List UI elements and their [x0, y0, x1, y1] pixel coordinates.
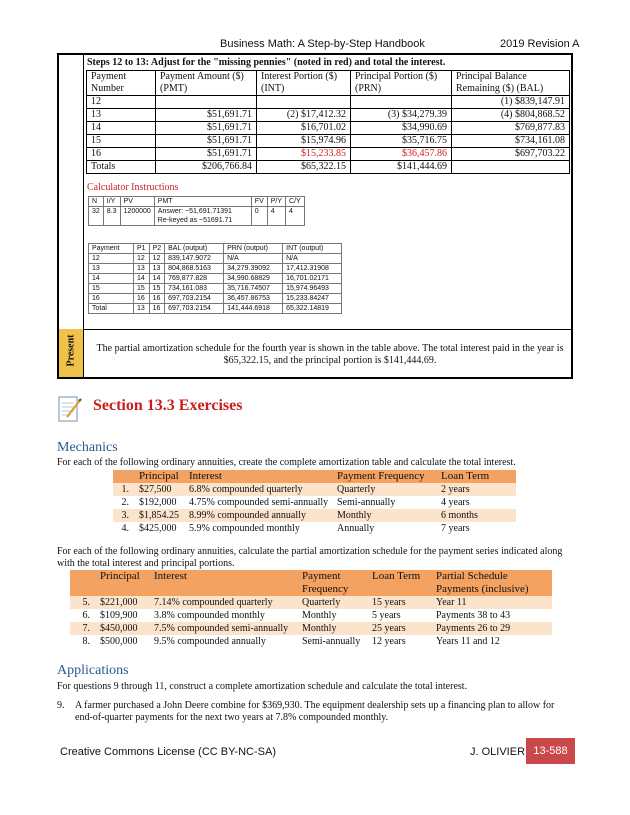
table-cell: (4) $804,868.52: [452, 109, 570, 122]
table-cell: $141,444.69: [351, 161, 452, 174]
table-cell: $109,900: [96, 609, 150, 622]
table-row: [87, 122, 570, 135]
table-cell: 15,974.96493: [283, 284, 342, 294]
col-header-3b: (INT): [261, 83, 285, 94]
table-cell: $734,161.08: [452, 135, 570, 148]
calculator-amortization-table: [88, 243, 342, 314]
table-cell: Semi-annually: [298, 635, 368, 648]
amortization-schedule: [86, 70, 570, 174]
table-cell: (3) $34,279.39: [351, 109, 452, 122]
table-cell: FV: [251, 197, 267, 207]
table-row: [89, 294, 342, 304]
question-9-line1: A farmer purchased a John Deere combine for $369,930. The equipment dealership sets up a financing plan to allow for: [75, 700, 555, 711]
table-row: [113, 496, 516, 509]
page-number-badge: 13-588: [526, 738, 575, 764]
table-cell: 7.14% compounded quarterly: [150, 596, 298, 609]
table-cell: 12: [87, 96, 156, 109]
table-cell: 2.: [113, 496, 135, 509]
table-cell: 16: [134, 294, 150, 304]
table-cell: 839,147.9072: [165, 254, 224, 264]
table-cell: 12: [89, 254, 134, 264]
table-cell: $65,322.15: [257, 161, 351, 174]
table-cell: 0: [251, 207, 267, 226]
question-9-number: 9.: [57, 700, 65, 711]
table-cell: 6.8% compounded quarterly: [185, 483, 333, 496]
header-principal: Principal: [100, 570, 140, 582]
table-cell: $51,691.71: [156, 148, 257, 161]
pmt-rekey: Re-keyed as −51691.71: [157, 217, 233, 224]
table-cell: $34,990.69: [351, 122, 452, 135]
exercise-table-2-header: [70, 570, 552, 596]
table-cell: BAL (output): [165, 244, 224, 254]
table-cell: N: [89, 197, 104, 207]
table-row: [70, 596, 552, 609]
table-row: [87, 109, 570, 122]
table-cell: Annually: [333, 522, 437, 535]
calc-input-values: [89, 207, 305, 226]
table-cell: Payment Frequency: [333, 470, 437, 483]
table-cell: $51,691.71: [156, 135, 257, 148]
header-loan-term: Loan Term: [372, 570, 421, 582]
table-cell: 15: [87, 135, 156, 148]
missing-penny-interest: $15,233.85: [257, 148, 351, 161]
table-cell: 16,701.02171: [283, 274, 342, 284]
table-cell: [351, 96, 452, 109]
table-cell: 13: [134, 264, 150, 274]
table-cell: Quarterly: [333, 483, 437, 496]
missing-penny-principal: $36,457.86: [351, 148, 452, 161]
table-cell: 15: [149, 284, 165, 294]
present-label: Present: [65, 334, 77, 367]
table-cell: Total: [89, 304, 134, 314]
table-cell: P1: [134, 244, 150, 254]
table-cell: Monthly: [298, 622, 368, 635]
table-cell: C/Y: [286, 197, 305, 207]
table-row: [87, 96, 570, 109]
calc-amort-header: [89, 244, 342, 254]
table-cell: 14: [87, 122, 156, 135]
table-cell: Principal: [135, 470, 185, 483]
table-cell: 1.: [113, 483, 135, 496]
table-cell: 15,233.84247: [283, 294, 342, 304]
table-row: [87, 148, 570, 161]
table-cell: 14: [89, 274, 134, 284]
table-cell: P/Y: [267, 197, 285, 207]
table-cell: $221,000: [96, 596, 150, 609]
mechanics-intro-2-line2: with the total interest and principal portions.: [57, 558, 235, 569]
table-cell: 5 years: [368, 609, 432, 622]
col-header-3a: Interest Portion ($): [261, 71, 338, 82]
table-cell: 804,868.5163: [165, 264, 224, 274]
table-row: [113, 522, 516, 535]
header-frequency: Frequency: [302, 583, 349, 595]
calc-input-header: [89, 197, 305, 207]
table-cell: $769,877.83: [452, 122, 570, 135]
table-cell: 17,412.31908: [283, 264, 342, 274]
book-title: Business Math: A Step-by-Step Handbook: [220, 38, 425, 50]
steps-caption: Steps 12 to 13: Adjust for the "missing pennies" (noted in red) and total the interest.: [87, 57, 446, 68]
table-cell: 6.: [70, 609, 96, 622]
revision-label: 2019 Revision A: [500, 38, 580, 50]
table-cell: $500,000: [96, 635, 150, 648]
table-cell: P2: [149, 244, 165, 254]
table-cell: 34,279.39092: [224, 264, 283, 274]
applications-title: Applications: [57, 663, 129, 678]
mechanics-intro-2-line1: For each of the following ordinary annuities, calculate the partial amortization schedule for the payment series indicated along: [57, 546, 563, 557]
totals-row: [87, 161, 570, 174]
table-cell: Totals: [87, 161, 156, 174]
table-cell: PRN (output): [224, 244, 283, 254]
table-cell: 4 years: [437, 496, 516, 509]
schedule-header: [87, 71, 570, 96]
table-cell: 141,444.6918: [224, 304, 283, 314]
header-interest: Interest: [154, 570, 187, 582]
table-cell: $15,974.96: [257, 135, 351, 148]
table-cell: 16: [89, 294, 134, 304]
table-cell: 32: [89, 207, 104, 226]
table-cell: 734,161.083: [165, 284, 224, 294]
col-header-1b: Number: [91, 83, 124, 94]
table-cell: 15: [134, 284, 150, 294]
table-cell: 8.3: [103, 207, 120, 226]
present-text-line2: $65,322.15, and the principal portion is $141,444.69.: [223, 355, 437, 366]
table-cell: $51,691.71: [156, 122, 257, 135]
exercise-table-1-header: [113, 470, 516, 483]
table-cell: Monthly: [333, 509, 437, 522]
col-header-5b: Remaining ($) (BAL): [456, 83, 544, 94]
section-title: Section 13.3 Exercises: [93, 397, 243, 414]
col-header-1a: Payment: [91, 71, 126, 82]
table-cell: $1,854.25: [135, 509, 185, 522]
col-header-5a: Principal Balance: [456, 71, 527, 82]
applications-intro: For questions 9 through 11, construct a complete amortization schedule and calculate the total interest.: [57, 681, 468, 692]
table-cell: INT (output): [283, 244, 342, 254]
table-cell: 7 years: [437, 522, 516, 535]
table-cell: 14: [134, 274, 150, 284]
mechanics-intro-1: For each of the following ordinary annuities, create the complete amortization table and calculate the total interest.: [57, 457, 516, 468]
question-9-text: [75, 700, 554, 724]
table-cell: 13: [134, 304, 150, 314]
table-cell: $425,000: [135, 522, 185, 535]
exercise-table-1: [113, 470, 516, 535]
table-cell: 13: [89, 264, 134, 274]
table-cell: PV: [120, 197, 154, 207]
table-cell: $35,716.75: [351, 135, 452, 148]
calculator-instructions-title: Calculator Instructions: [87, 182, 179, 193]
table-cell: 12: [134, 254, 150, 264]
table-cell: (1) $839,147.91: [452, 96, 570, 109]
table-row: [70, 635, 552, 648]
present-text-line1: The partial amortization schedule for the fourth year is shown in the table above. The total interest paid in the year is: [96, 343, 564, 354]
table-cell: 7.5% compounded semi-annually: [150, 622, 298, 635]
pmt-answer: Answer: −51,691.71391: [157, 208, 232, 215]
table-cell: $450,000: [96, 622, 150, 635]
table-cell: 16: [149, 294, 165, 304]
table-cell: 5.9% compounded monthly: [185, 522, 333, 535]
table-cell: 35,716.74507: [224, 284, 283, 294]
table-cell: PMT: [154, 197, 251, 207]
table-row: [113, 509, 516, 522]
table-cell: (2) $17,412.32: [257, 109, 351, 122]
table-row: [89, 264, 342, 274]
table-cell: 16: [149, 304, 165, 314]
table-cell: 14: [149, 274, 165, 284]
table-row: [89, 284, 342, 294]
table-cell: 1200000: [120, 207, 154, 226]
table-row: [89, 254, 342, 264]
table-cell: 12: [149, 254, 165, 264]
table-cell: [452, 161, 570, 174]
table-row: [70, 609, 552, 622]
table-cell: 3.8% compounded monthly: [150, 609, 298, 622]
license-text: Creative Commons License (CC BY-NC-SA): [60, 746, 276, 758]
table-cell: 13: [149, 264, 165, 274]
table-cell: Monthly: [298, 609, 368, 622]
table-cell: 15 years: [368, 596, 432, 609]
table-cell: Loan Term: [437, 470, 516, 483]
author-name: J. OLIVIER: [470, 746, 526, 758]
table-cell: Semi-annually: [333, 496, 437, 509]
table-cell: [156, 96, 257, 109]
table-cell: 4.75% compounded semi-annually: [185, 496, 333, 509]
table-cell: 4.: [113, 522, 135, 535]
example-left-rail: [59, 55, 84, 329]
table-cell: N/A: [224, 254, 283, 264]
table-cell: 65,322.14819: [283, 304, 342, 314]
notepad-icon: [57, 393, 83, 423]
table-cell: $697,703.22: [452, 148, 570, 161]
table-cell: 34,990.68829: [224, 274, 283, 284]
header-payment: Payment: [302, 570, 341, 582]
question-9-line2: end-of-quarter payments for the next two years at 7.8% compounded monthly.: [75, 712, 389, 723]
table-row: [89, 274, 342, 284]
table-cell: 697,703.2154: [165, 294, 224, 304]
table-cell: Year 11: [432, 596, 552, 609]
table-cell: I/Y: [103, 197, 120, 207]
col-header-4a: Principal Portion ($): [355, 71, 438, 82]
table-cell: $206,766.84: [156, 161, 257, 174]
header-partial-schedule: Partial Schedule: [436, 570, 508, 582]
table-cell: [113, 470, 135, 483]
table-cell: Quarterly: [298, 596, 368, 609]
table-cell: 8.: [70, 635, 96, 648]
present-text: [90, 343, 570, 367]
table-cell: 2 years: [437, 483, 516, 496]
table-row: [89, 304, 342, 314]
col-header-2a: Payment Amount ($): [160, 71, 244, 82]
present-divider: [83, 329, 571, 330]
header-payments-inclusive: Payments (inclusive): [436, 583, 529, 595]
table-cell: 4: [286, 207, 305, 226]
table-cell: 769,877.828: [165, 274, 224, 284]
table-cell: 13: [87, 109, 156, 122]
col-header-2b: (PMT): [160, 83, 188, 94]
table-cell: 697,703.2154: [165, 304, 224, 314]
mechanics-title: Mechanics: [57, 440, 118, 455]
exercise-table-2: [70, 570, 552, 648]
table-cell: 3.: [113, 509, 135, 522]
table-row: [70, 622, 552, 635]
table-cell: $51,691.71: [156, 109, 257, 122]
table-cell: 16: [87, 148, 156, 161]
table-cell: 12 years: [368, 635, 432, 648]
table-cell: Payments 38 to 43: [432, 609, 552, 622]
table-cell: 5.: [70, 596, 96, 609]
col-header-4b: (PRN): [355, 83, 382, 94]
table-cell: 6 months: [437, 509, 516, 522]
table-cell: 7.: [70, 622, 96, 635]
table-cell: 9.5% compounded annually: [150, 635, 298, 648]
table-cell: Payments 26 to 29: [432, 622, 552, 635]
table-cell: $16,701.02: [257, 122, 351, 135]
table-cell: 4: [267, 207, 285, 226]
table-cell: 25 years: [368, 622, 432, 635]
table-cell: 15: [89, 284, 134, 294]
table-row: [87, 135, 570, 148]
table-cell: $27,500: [135, 483, 185, 496]
table-row: [113, 483, 516, 496]
table-cell: Years 11 and 12: [432, 635, 552, 648]
table-cell: N/A: [283, 254, 342, 264]
calculator-inputs-table: [88, 196, 305, 226]
table-cell: [257, 96, 351, 109]
table-cell: 8.99% compounded annually: [185, 509, 333, 522]
table-cell: 36,457.86753: [224, 294, 283, 304]
table-cell: Payment: [89, 244, 134, 254]
table-cell: Interest: [185, 470, 333, 483]
mechanics-intro-2: [57, 546, 562, 570]
table-cell: $192,000: [135, 496, 185, 509]
